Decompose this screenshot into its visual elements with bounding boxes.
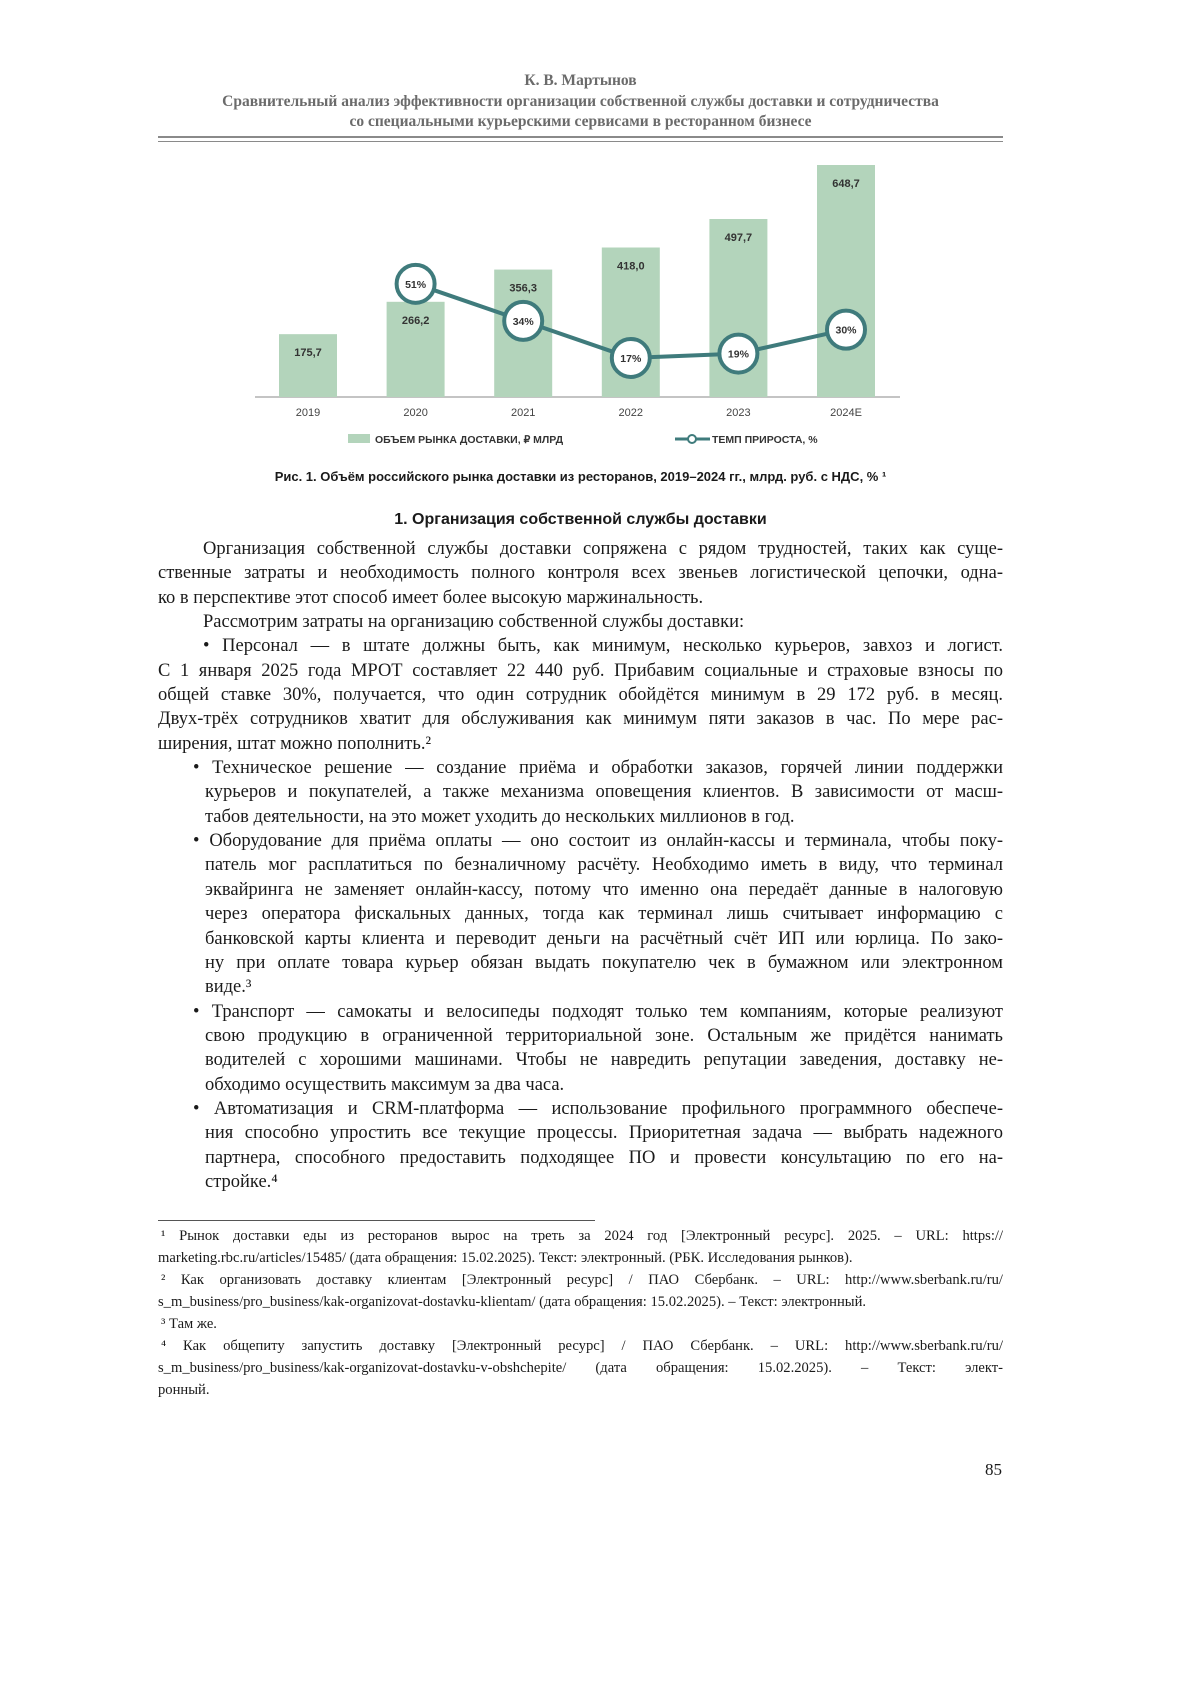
text-line: свою продукцию в ограниченной территориальной зоне. Остальным же придётся нанимать [205, 1025, 1003, 1046]
paragraph [158, 634, 1003, 756]
footnote-line: marketing.rbc.ru/articles/15485/ (дата обращения: 15.02.2025). Текст: электронный. (РБК. Исследования рынков). [158, 1250, 853, 1266]
bullet-item [158, 756, 1003, 829]
text-line: ну при оплате товара курьер обязан выдать покупателю чек в бумажном или электронном [205, 952, 1003, 973]
legend-label-bars: ОБЪЕМ РЫНКА ДОСТАВКИ, ₽ МЛРД [375, 434, 564, 446]
text-line: банковской карты клиента и переводит деньги на расчётный счёт ИП или юрлица. По зако- [205, 928, 1003, 949]
text-line: общей ставке 30%, получается, что один сотрудник обойдётся минимум в 29 172 руб. в месяц. [158, 685, 1003, 706]
text-line: • Техническое решение — создание приёма и обработки заказов, горячей линии поддержки [193, 758, 1003, 779]
text-line: Организация собственной службы доставки сопряжена с рядом трудностей, таких как суще- [203, 539, 1003, 559]
text-line: водителей с хорошими машинами. Чтобы не навредить репутации заведения, доставку не- [205, 1050, 1003, 1071]
text-line: • Автоматизация и CRM-платформа — использование профильного программного обеспече- [193, 1098, 1003, 1119]
bar [817, 165, 875, 397]
section-heading: 1. Организация собственной службы доставки [394, 511, 767, 528]
text-line: ния способно упростить все текущие процессы. Приоритетная задача — выбрать надежного [205, 1123, 1003, 1144]
bar-value-label: 418,0 [617, 260, 645, 273]
footnote-line: ⁴ Как общепиту запустить доставку [Электронный ресурс] / ПАО Сбербанк. – URL: http://www.sberbank.ru/ru/ [161, 1338, 1003, 1354]
growth-label: 19% [727, 348, 749, 361]
footnote [158, 1269, 1003, 1313]
text-line: Двух-трёх сотрудников хватит для обслуживания как минимум пяти заказов в час. По мере рас- [158, 709, 1003, 730]
text-line: С 1 января 2025 года МРОТ составляет 22 440 руб. Прибавим социальные и страховые взносы по [158, 660, 1003, 681]
text-line: • Персонал — в штате должны быть, как минимум, несколько курьеров, завхоз и логист. [203, 636, 1003, 657]
running-header-title-line2: со специальными курьерскими сервисами в ресторанном бизнесе [349, 113, 812, 130]
delivery-market-chart [250, 160, 950, 460]
text-line: табов деятельности, на это может уходить до нескольких миллионов в год. [205, 806, 795, 827]
growth-label: 34% [512, 315, 534, 328]
text-line: эквайринга не заменяет онлайн-кассу, потому что именно она передаёт данные в налоговую [205, 879, 1003, 900]
footnote [158, 1225, 1003, 1269]
text-line: курьеров и покупателей, а также механизма оповещения клиентов. В зависимости от масш- [205, 782, 1003, 803]
text-line: обходимо осуществить максимум за два часа. [205, 1074, 565, 1095]
footnote-line: ³ Там же. [161, 1316, 217, 1332]
text-line: патель мог расплатиться по безналичному расчёту. Необходимо иметь в виду, что терминал [205, 855, 1003, 876]
body-text [158, 537, 1003, 1194]
text-line: Рассмотрим затраты на организацию собственной службы доставки: [203, 612, 745, 633]
footnote-line: s_m_business/pro_business/kak-organizovat-dostavku-klientam/ (дата обращения: 15.02.2025). – Текст: электронный. [158, 1294, 867, 1310]
x-tick-label: 2021 [510, 407, 536, 419]
figure-caption: Рис. 1. Объём российского рынка доставки из ресторанов, 2019–2024 гг., млрд. руб. с НДС, % ¹ [274, 469, 887, 484]
legend-swatch-bars [348, 434, 370, 443]
bar-value-label: 356,3 [509, 282, 537, 295]
growth-label: 51% [405, 278, 427, 291]
paragraph [158, 537, 1003, 610]
x-tick-label: 2020 [403, 407, 428, 419]
footnote-line: s_m_business/pro_business/kak-organizovat-dostavku-v-obshchepite/ (дата обращения: 15.02.2025). – Текст: элект- [158, 1360, 1003, 1376]
x-tick-label: 2024E [830, 407, 862, 419]
legend-label-line: ТЕМП ПРИРОСТА, % [712, 434, 818, 446]
x-tick-label: 2022 [618, 407, 644, 419]
bar [279, 334, 337, 397]
bar-value-label: 497,7 [724, 232, 753, 245]
paragraph [158, 610, 1003, 634]
x-tick-label: 2019 [295, 407, 321, 419]
bullet-item [158, 829, 1003, 999]
bar-value-label: 266,2 [401, 314, 430, 327]
text-line: стройке.⁴ [205, 1171, 278, 1192]
footnote [158, 1335, 1003, 1401]
growth-label: 17% [620, 352, 642, 365]
header-rule [158, 136, 1003, 138]
running-header-title-line1: Сравнительный анализ эффективности организации собственной службы доставки и сотрудничества [222, 93, 939, 110]
footnote-line: ² Как организовать доставку клиентам [Электронный ресурс] / ПАО Сбербанк. – URL: http://www.sberbank.ru/ru/ [161, 1272, 1003, 1288]
text-line: партнера, способного предоставить подходящее ПО и провести консультацию по его на- [205, 1147, 1003, 1168]
running-header-author: К. В. Мартынов [524, 72, 637, 89]
bullet-item [158, 1097, 1003, 1194]
footnote-rule [158, 1220, 595, 1221]
bar-value-label: 648,7 [832, 178, 860, 190]
x-tick-label: 2023 [726, 407, 751, 419]
text-line: виде.³ [205, 977, 252, 998]
growth-label: 30% [835, 324, 857, 337]
bullet-item [158, 1000, 1003, 1097]
footnote-line: ¹ Рынок доставки еды из ресторанов вырос на треть за 2024 год [Электронный ресурс]. 2025. – URL: https:// [161, 1228, 1003, 1244]
text-line: • Оборудование для приёма оплаты — оно состоит из онлайн-кассы и терминала, чтобы поку- [193, 831, 1003, 852]
text-line: через оператора фискальных данных, тогда как терминал лишь считывает информацию с [205, 904, 1003, 925]
text-line: ко в перспективе этот способ имеет более высокую маржинальность. [158, 587, 704, 608]
text-line: • Транспорт — самокаты и велосипеды подходят только тем компаниям, которые реализуют [193, 1001, 1003, 1022]
bar-value-label: 175,7 [294, 347, 322, 360]
header-rule-thin [158, 141, 1003, 142]
footnotes [158, 1225, 1003, 1401]
footnote-line: ронный. [158, 1382, 210, 1398]
footnote [158, 1313, 1003, 1335]
page-number: 85 [985, 1460, 1002, 1479]
text-line: ширения, штат можно пополнить.² [158, 733, 432, 754]
text-line: ственные затраты и необходимость полного контроля всех звеньев логистической цепочки, одна- [158, 563, 1003, 584]
legend-swatch-marker [688, 435, 696, 443]
